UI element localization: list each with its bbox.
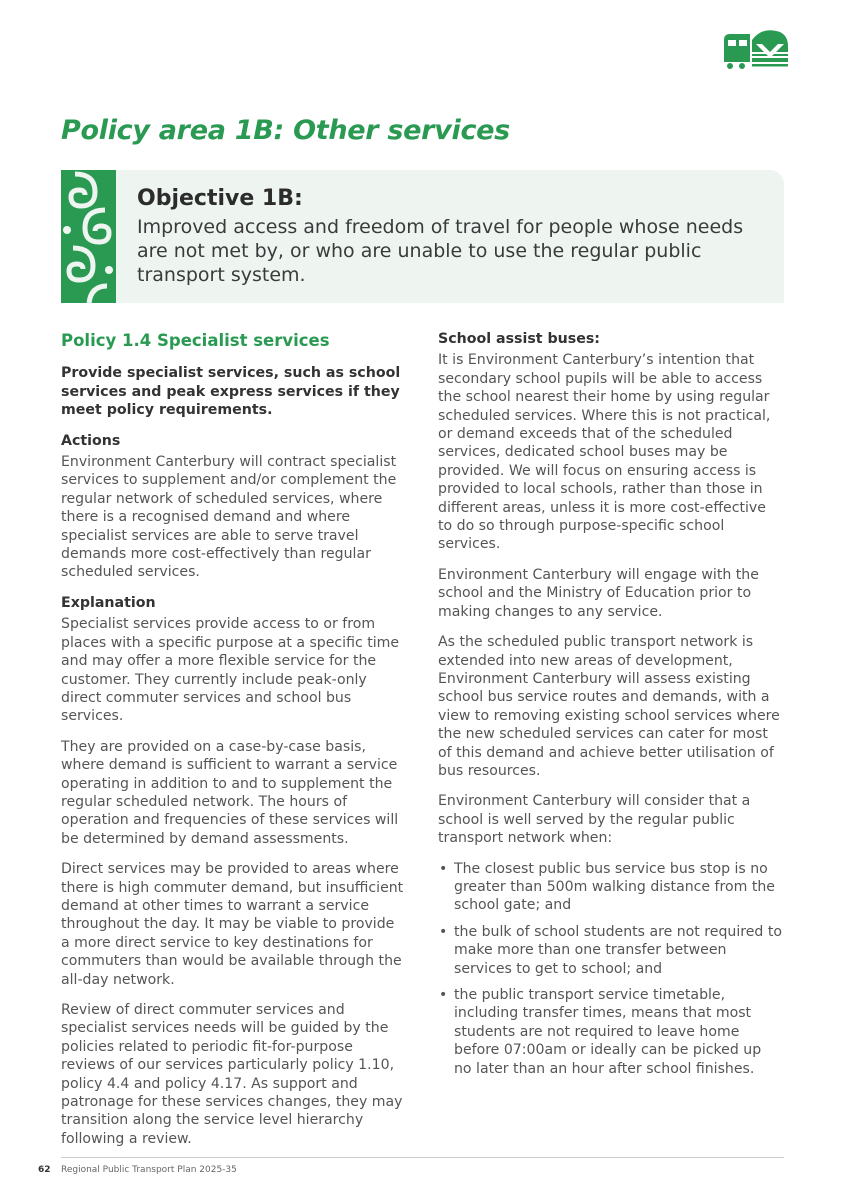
document-name: Regional Public Transport Plan 2025-35 <box>61 1165 237 1175</box>
bus-school-logo-icon <box>722 26 790 70</box>
explanation-paragraph: Direct services may be provided to areas where there is high commuter demand, but insufficient demand at other times to warrant a service throughout the day. It may be viable to provide a more direct service to key destinations for commuters than would be available through the all-day network. <box>61 861 404 988</box>
explanation-paragraph: Review of direct commuter services and specialist services needs will be guided by the policies related to periodic fit-for-purpose reviews of our services particularly policy 1.10, policy 4.4 and policy 4.17. As support and patronage for these services changes, they may transition along the service level hierarchy following a review. <box>61 1002 403 1147</box>
left-column <box>61 330 406 1160</box>
school-paragraph: It is Environment Canterbury’s intention that secondary school pupils will be able to access the school nearest their home by using regular scheduled services. Where this is not practical, or demand exceeds that of the scheduled services, dedicated school buses may be provided. We will focus on ensuring access is provided to local schools, rather than those in different areas, unless it is more cost-effective to do so through purpose-specific school services. <box>438 352 771 553</box>
list-item: • the public transport service timetable, including transfer times, means that most students are not required to leave home before 07:00am or ideally can be picked up no later than an hour after school finishes. <box>438 986 783 1078</box>
explanation-paragraph: Specialist services provide access to or from places with a specific purpose at a specific time and may offer a more flexible service for the customer. They currently include peak-only direct commuter services and school bus services. <box>61 616 400 725</box>
objective-panel <box>61 170 784 303</box>
school-paragraph: Environment Canterbury will engage with the school and the Ministry of Education prior to making changes to any service. <box>438 566 759 620</box>
criteria-list <box>438 860 783 1078</box>
right-column <box>438 330 783 1086</box>
school-assist-heading: School assist buses: <box>438 331 600 347</box>
objective-title: Objective 1B: <box>137 186 303 211</box>
koru-pattern-icon <box>61 170 116 303</box>
actions-text: Environment Canterbury will contract specialist services to supplement and/or complement the regular network of scheduled services, where there is a recognised demand and where specialist services are able to serve travel demands more cost-effectively than regular scheduled services. <box>61 454 397 581</box>
policy-lead: Provide specialist services, such as school services and peak express services if they meet policy requirements. <box>61 365 401 419</box>
page-number: 62 <box>38 1165 51 1175</box>
policy-title: Policy 1.4 Specialist services <box>61 331 330 350</box>
school-paragraph: Environment Canterbury will consider that a school is well served by the regular public transport network when: <box>438 793 751 847</box>
school-paragraph: As the scheduled public transport network is extended into new areas of development, Environment Canterbury will assess existing school bus service routes and demands, with a view to removing existing school services where the new scheduled services can cater for most of this demand and achieve better utilisation of bus resources. <box>438 634 780 779</box>
page-title: Policy area 1B: Other services <box>61 115 510 146</box>
footer-divider <box>61 1157 784 1158</box>
list-item: • the bulk of school students are not required to make more than one transfer between services to get to school; and <box>438 923 783 978</box>
list-item: • The closest public bus service bus stop is no greater than 500m walking distance from the school gate; and <box>438 860 783 915</box>
objective-text: Improved access and freedom of travel for people whose needs are not met by, or who are unable to use the regular public transport system. <box>137 216 744 286</box>
explanation-paragraph: They are provided on a case-by-case basis, where demand is sufficient to warrant a service operating in addition to and to supplement the regular scheduled network. The hours of operation and frequencies of these services will be determined by demand assessments. <box>61 738 399 847</box>
actions-heading: Actions <box>61 432 121 449</box>
explanation-heading: Explanation <box>61 594 156 611</box>
